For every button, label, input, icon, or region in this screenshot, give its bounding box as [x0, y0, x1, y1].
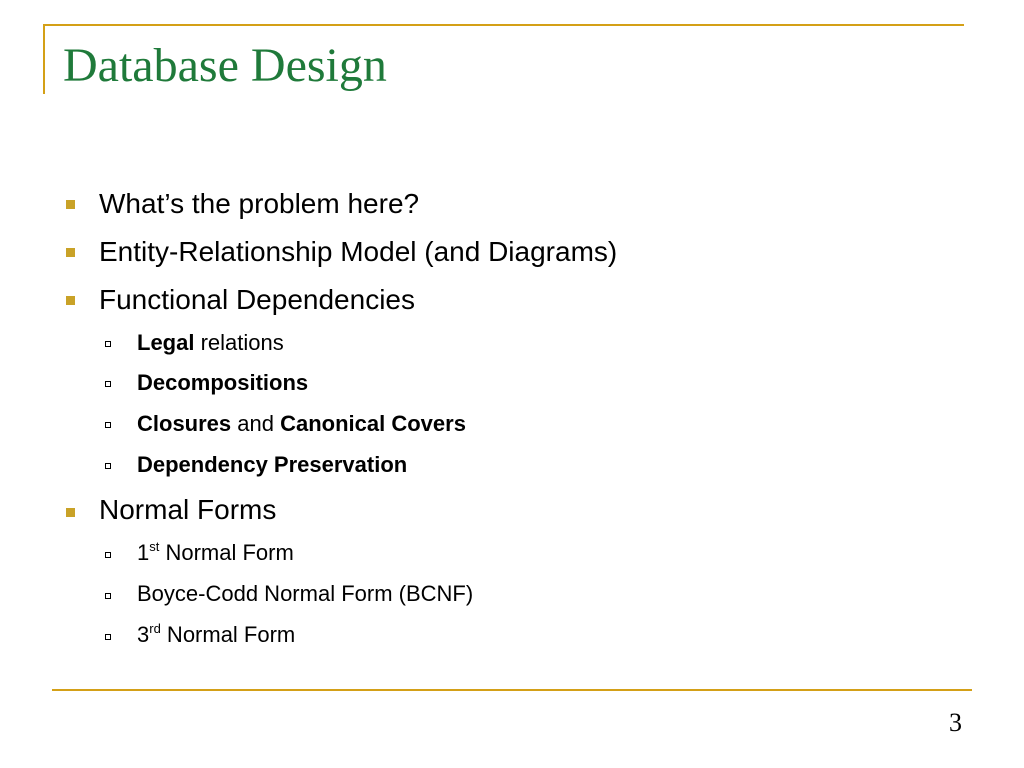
sub-bullet-hollow-square-icon: [105, 552, 111, 558]
bullet-square-icon: [66, 508, 75, 517]
sub-bullet-hollow-square-icon: [105, 341, 111, 347]
sub-bullet-1nf: [137, 540, 294, 566]
3nf-ordinal: rd: [149, 620, 161, 636]
footer-divider: [52, 689, 972, 691]
sub-bullet-bcnf: Boyce-Codd Normal Form (BCNF): [137, 581, 474, 606]
slide-title: Database Design: [63, 39, 387, 92]
dependency-preservation-term: Dependency Preservation: [137, 452, 408, 477]
sub-bullet-3nf: [137, 622, 295, 648]
bullet-er-model: Entity-Relationship Model (and Diagrams): [99, 236, 618, 267]
bullet-square-icon: [66, 296, 75, 305]
sub-bullet-closures: [137, 411, 466, 437]
sub-bullet-decompositions: [137, 370, 308, 396]
sub-bullet-legal-relations: [137, 330, 284, 356]
sub-bullet-hollow-square-icon: [105, 463, 111, 469]
sub-bullet-dependency-preservation: [137, 452, 407, 478]
bullet-functional-dependencies: Functional Dependencies: [99, 284, 415, 315]
1nf-ordinal: st: [149, 538, 160, 554]
bullet-square-icon: [66, 248, 75, 257]
page-number: 3: [949, 708, 962, 737]
closures-and: and: [231, 411, 281, 436]
sub-bullet-hollow-square-icon: [105, 422, 111, 428]
sub-bullet-hollow-square-icon: [105, 634, 111, 640]
sub-bullet-hollow-square-icon: [105, 381, 111, 387]
decompositions-term: Decompositions: [137, 370, 309, 395]
bullet-normal-forms: Normal Forms: [99, 494, 277, 525]
1nf-rest: Normal Form: [159, 540, 294, 565]
closures-term: Closures: [137, 411, 232, 436]
3nf-rest: Normal Form: [160, 622, 296, 647]
bullet-problem: What’s the problem here?: [99, 188, 420, 219]
1nf-number: 1: [137, 540, 150, 565]
canonical-covers-term: Canonical Covers: [280, 411, 466, 436]
3nf-number: 3: [137, 622, 150, 647]
legal-rest: relations: [194, 330, 284, 355]
legal-term: Legal: [137, 330, 195, 355]
bullet-square-icon: [66, 200, 75, 209]
sub-bullet-hollow-square-icon: [105, 593, 111, 599]
